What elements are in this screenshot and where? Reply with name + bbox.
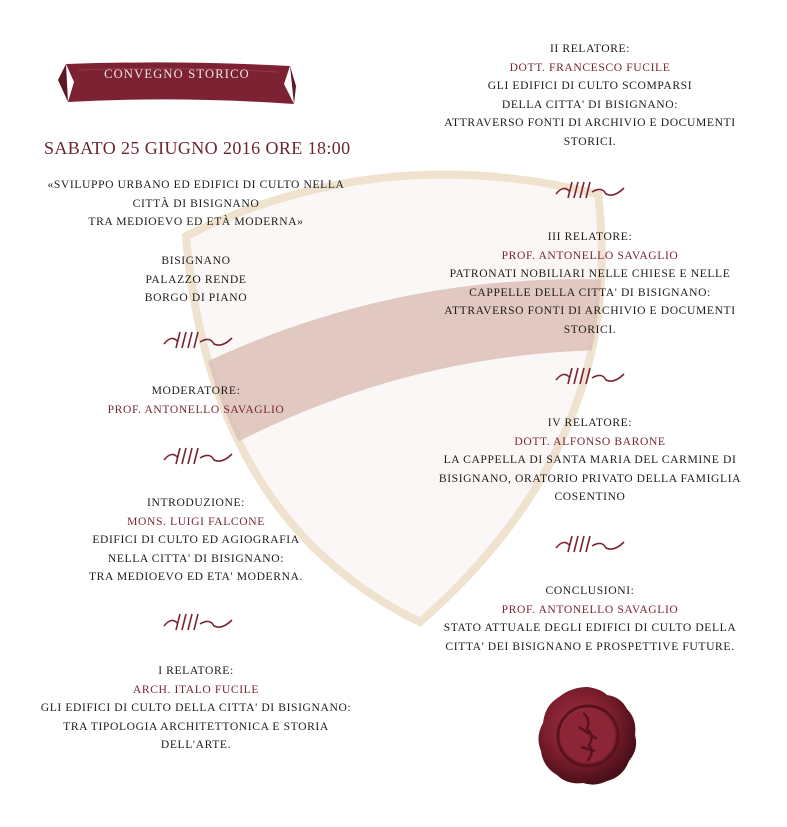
speaker2-line: GLI EDIFICI DI CULTO SCOMPARSI (487, 79, 693, 93)
introduction-block (18, 494, 374, 587)
speaker3-name: PROF. ANTONELLO SAVAGLIO (501, 248, 679, 262)
introduction-line: EDIFICI DI CULTO ED AGIOGRAFIA (92, 533, 300, 547)
speaker2-line: ATTRAVERSO FONTI DI ARCHIVIO E DOCUMENTI (444, 116, 736, 130)
speaker4-name: DOTT. ALFONSO BARONE (514, 434, 666, 448)
speaker3-line: ATTRAVERSO FONTI DI ARCHIVIO E DOCUMENTI (444, 304, 736, 318)
flourish-ornament (554, 530, 626, 556)
ribbon-banner (58, 58, 296, 110)
wax-seal-icon (535, 683, 641, 789)
banner-title: CONVEGNO STORICO (104, 67, 250, 81)
speaker3-block (410, 228, 770, 340)
conclusions-line: STATO ATTUALE DEGLI EDIFICI DI CULTO DELLA (443, 621, 737, 635)
speaker1-line: GLI EDIFICI DI CULTO DELLA CITTA' DI BISIGNANO: (40, 701, 352, 715)
speaker4-role: IV RELATORE: (547, 416, 633, 429)
moderator-block (18, 382, 374, 419)
speaker2-line: STORICI. (563, 134, 617, 148)
conclusions-line: CITTA' DEI BISIGNANO E PROSPETTIVE FUTURE. (445, 639, 735, 653)
title-line: «SVILUPPO URBANO ED EDIFICI DI CULTO NELLA (47, 178, 345, 191)
speaker3-role: III RELATORE: (547, 230, 633, 243)
title-line: CITTÀ DI BISIGNANO (132, 196, 260, 210)
conference-title (18, 176, 374, 232)
speaker4-block (410, 414, 770, 507)
speaker2-line: DELLA CITTA' DI BISIGNANO: (501, 97, 679, 111)
venue (18, 252, 374, 308)
flourish-ornament (162, 608, 234, 634)
introduction-role: INTRODUZIONE: (147, 496, 245, 509)
speaker3-line: PATRONATI NOBILIARI NELLE CHIESE E NELLE (449, 267, 731, 281)
speaker3-line: STORICI. (563, 322, 617, 336)
conclusions-name: PROF. ANTONELLO SAVAGLIO (501, 602, 679, 616)
flourish-ornament (162, 326, 234, 352)
venue-line: PALAZZO RENDE (145, 272, 247, 286)
introduction-name: MONS. LUIGI FALCONE (127, 514, 265, 528)
speaker1-name: ARCH. ITALO FUCILE (132, 682, 260, 696)
speaker1-block (18, 662, 374, 755)
title-line: TRA MEDIOEVO ED ETÀ MODERNA» (88, 215, 304, 229)
introduction-line: NELLA CITTA' DI BISIGNANO: (107, 551, 285, 565)
conclusions-role: CONCLUSIONI: (545, 584, 635, 597)
venue-line: BORGO DI PIANO (144, 291, 248, 305)
introduction-line: TRA MEDIOEVO ED ETA' MODERNA. (88, 570, 304, 584)
speaker2-name: DOTT. FRANCESCO FUCILE (509, 60, 671, 74)
event-date: SABATO 25 GIUGNO 2016 ORE 18:00 (44, 138, 351, 158)
speaker1-role: I RELATORE: (158, 664, 234, 677)
speaker3-line: CAPPELLE DELLA CITTA' DI BISIGNANO: (469, 285, 711, 299)
moderator-role: MODERATORE: (151, 384, 241, 397)
venue-line: BISIGNANO (161, 254, 231, 267)
speaker2-role: II RELATORE: (549, 42, 631, 55)
conclusions-block (410, 582, 770, 656)
speaker1-line: TRA TIPOLOGIA ARCHITETTONICA E STORIA (63, 719, 329, 733)
flourish-ornament (554, 176, 626, 202)
speaker1-line: DELL'ARTE. (160, 738, 232, 752)
flourish-ornament (554, 362, 626, 388)
speaker4-line: BISIGNANO, ORATORIO PRIVATO DELLA FAMIGLIA (438, 471, 742, 485)
speaker4-line: COSENTINO (554, 490, 626, 504)
flourish-ornament (162, 442, 234, 468)
speaker2-block (410, 40, 770, 152)
speaker4-line: LA CAPPELLA DI SANTA MARIA DEL CARMINE DI (443, 453, 737, 467)
moderator-name: PROF. ANTONELLO SAVAGLIO (107, 402, 285, 416)
